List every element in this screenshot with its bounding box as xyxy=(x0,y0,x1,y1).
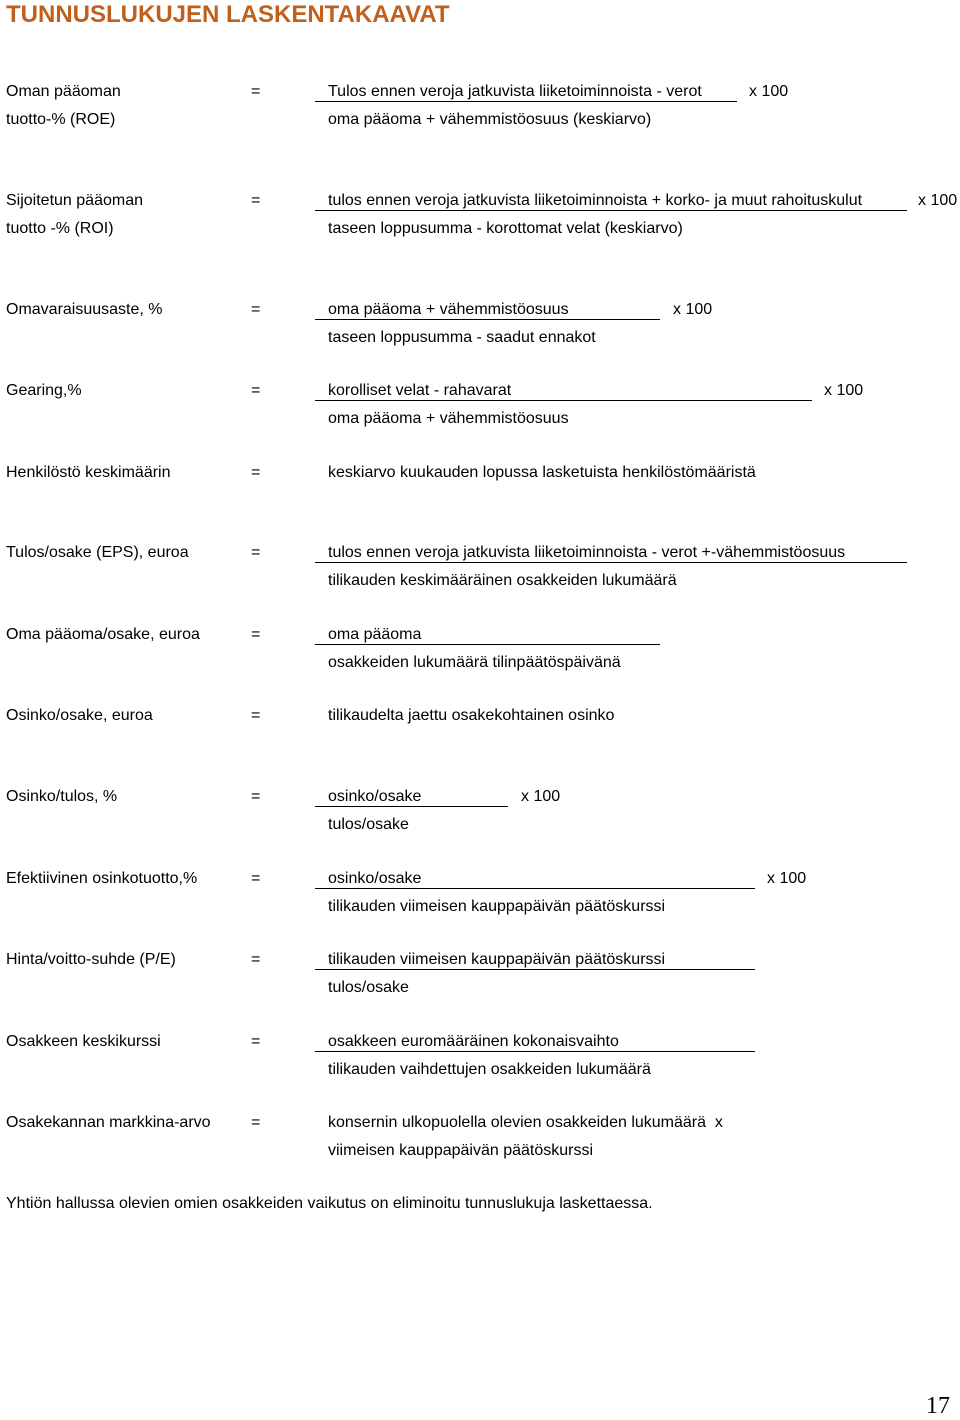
multiplier: x 100 xyxy=(824,382,864,399)
numerator: tulos ennen veroja jatkuvista liiketoiminnoista - verot +-vähemmistöosuus xyxy=(328,544,846,561)
denominator: tilikauden viimeisen kauppapäivän päätöskurssi xyxy=(328,898,666,915)
denominator: taseen loppusumma - saadut ennakot xyxy=(328,329,596,346)
fraction-line xyxy=(315,210,907,211)
formula-label: Osinko/tulos, % xyxy=(6,788,118,805)
formula-text: tilikaudelta jaettu osakekohtainen osinko xyxy=(328,707,615,724)
formula-label: tuotto -% (ROI) xyxy=(6,220,114,237)
multiplier: x 100 xyxy=(673,301,713,318)
formula-label: Henkilöstö keskimäärin xyxy=(6,464,171,481)
denominator: osakkeiden lukumäärä tilinpäätöspäivänä xyxy=(328,654,621,671)
formula-label: Oma pääoma/osake, euroa xyxy=(6,626,200,643)
formula-label: Osakkeen keskikurssi xyxy=(6,1033,161,1050)
fraction-line xyxy=(315,969,755,970)
numerator: osinko/osake xyxy=(328,788,422,805)
equals-sign: = xyxy=(251,1033,261,1050)
denominator: tilikauden vaihdettujen osakkeiden lukumäärä xyxy=(328,1061,651,1078)
equals-sign: = xyxy=(251,382,261,399)
denominator: oma pääoma + vähemmistöosuus xyxy=(328,410,569,427)
equals-sign: = xyxy=(251,464,261,481)
equals-sign: = xyxy=(251,1114,261,1131)
numerator: osakkeen euromääräinen kokonaisvaihto xyxy=(328,1033,619,1050)
formula-line: konsernin ulkopuolella olevien osakkeiden lukumäärä x xyxy=(328,1114,723,1131)
equals-sign: = xyxy=(251,301,261,318)
fraction-line xyxy=(315,806,508,807)
equals-sign: = xyxy=(251,951,261,968)
page-title: TUNNUSLUKUJEN LASKENTAKAAVAT xyxy=(6,1,450,28)
equals-sign: = xyxy=(251,83,261,100)
fraction-line xyxy=(315,562,907,563)
formula-label: Gearing,% xyxy=(6,382,82,399)
formula-label: Omavaraisuusaste, % xyxy=(6,301,163,318)
formula-text: keskiarvo kuukauden lopussa lasketuista henkilöstömääristä xyxy=(328,464,756,481)
equals-sign: = xyxy=(251,870,261,887)
numerator: tulos ennen veroja jatkuvista liiketoiminnoista + korko- ja muut rahoituskulut xyxy=(328,192,863,209)
formula-label: Efektiivinen osinkotuotto,% xyxy=(6,870,198,887)
numerator: oma pääoma xyxy=(328,626,422,643)
multiplier: x 100 xyxy=(767,870,807,887)
equals-sign: = xyxy=(251,626,261,643)
equals-sign: = xyxy=(251,707,261,724)
fraction-line xyxy=(315,888,755,889)
multiplier: x 100 xyxy=(918,192,958,209)
equals-sign: = xyxy=(251,192,261,209)
formula-label: Sijoitetun pääoman xyxy=(6,192,143,209)
numerator: Tulos ennen veroja jatkuvista liiketoiminnoista - verot xyxy=(328,83,702,100)
formula-label: Osakekannan markkina-arvo xyxy=(6,1114,211,1131)
fraction-line xyxy=(315,101,737,102)
numerator: tilikauden viimeisen kauppapäivän päätöskurssi xyxy=(328,951,666,968)
denominator: tilikauden keskimääräinen osakkeiden lukumäärä xyxy=(328,572,677,589)
formula-label: Tulos/osake (EPS), euroa xyxy=(6,544,189,561)
formula-line: viimeisen kauppapäivän päätöskurssi xyxy=(328,1142,594,1159)
equals-sign: = xyxy=(251,788,261,805)
numerator: osinko/osake xyxy=(328,870,422,887)
fraction-line xyxy=(315,1051,755,1052)
fraction-line xyxy=(315,319,660,320)
numerator: oma pääoma + vähemmistöosuus xyxy=(328,301,569,318)
equals-sign: = xyxy=(251,544,261,561)
page-number: 17 xyxy=(926,1393,950,1419)
multiplier: x 100 xyxy=(749,83,789,100)
fraction-line xyxy=(315,644,660,645)
numerator: korolliset velat - rahavarat xyxy=(328,382,512,399)
formula-label: tuotto-% (ROE) xyxy=(6,111,116,128)
footnote: Yhtiön hallussa olevien omien osakkeiden vaikutus on eliminoitu tunnuslukuja laskettaessa. xyxy=(6,1195,653,1212)
formula-label: Osinko/osake, euroa xyxy=(6,707,153,724)
denominator: taseen loppusumma - korottomat velat (keskiarvo) xyxy=(328,220,683,237)
formula-label: Hinta/voitto-suhde (P/E) xyxy=(6,951,176,968)
denominator: tulos/osake xyxy=(328,979,409,996)
multiplier: x 100 xyxy=(521,788,561,805)
fraction-line xyxy=(315,400,812,401)
formula-label: Oman pääoman xyxy=(6,83,121,100)
denominator: oma pääoma + vähemmistöosuus (keskiarvo) xyxy=(328,111,652,128)
denominator: tulos/osake xyxy=(328,816,409,833)
